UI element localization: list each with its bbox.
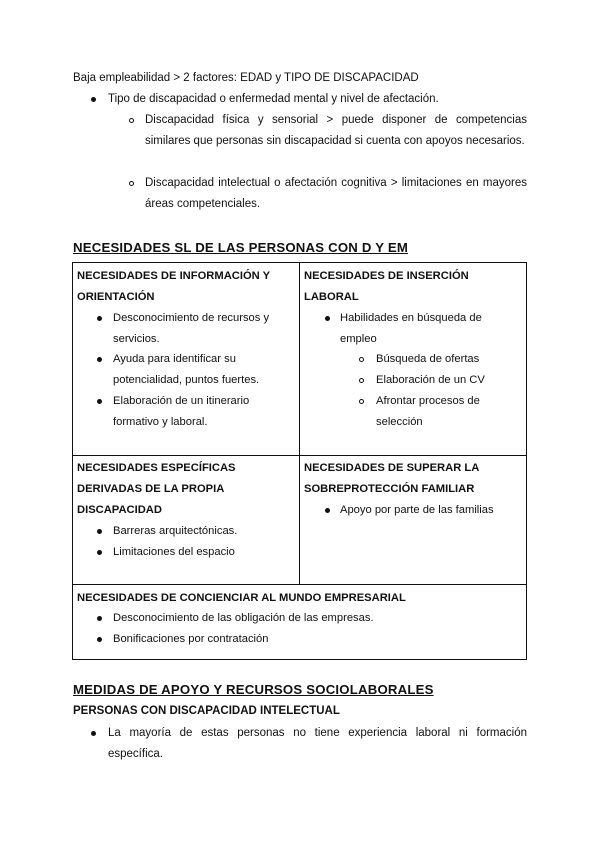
cell-insertion-title: NECESIDADES DE INSERCIÓN LABORAL (304, 270, 469, 303)
bullet-icon (97, 316, 102, 321)
cell-business-item: Bonificaciones por contratación (113, 633, 269, 645)
cell-business-item: Desconocimiento de las obligación de las empresas. (113, 612, 374, 624)
hollow-bullet-icon (129, 181, 134, 186)
bullet-icon (97, 637, 102, 642)
bullet-icon (97, 550, 102, 555)
cell-overprotection-title: NECESIDADES DE SUPERAR LA SOBREPROTECCIÓN FAMILIAR (304, 462, 479, 495)
bullet-icon (97, 529, 102, 534)
hollow-bullet-icon (129, 118, 134, 123)
bullet-icon (325, 316, 330, 321)
cell-insertion-subitem: Búsqueda de ofertas (376, 353, 480, 365)
section2-bullet: La mayoría de estas personas no tiene experiencia laboral ni formación específica. (108, 727, 527, 760)
hollow-bullet-icon (359, 378, 364, 383)
cell-info-title: NECESIDADES DE INFORMACIÓN Y ORIENTACIÓN (77, 270, 270, 303)
bullet-icon (97, 357, 102, 362)
bullet-icon (91, 731, 96, 736)
section-heading-needs: NECESIDADES SL DE LAS PERSONAS CON D Y EM (73, 240, 409, 255)
cell-insertion-subitem: Afrontar procesos de selección (376, 395, 480, 428)
cell-insertion-subitem: Elaboración de un CV (376, 374, 485, 386)
hollow-bullet-icon (359, 399, 364, 404)
cell-specific-item: Barreras arquitectónicas. (113, 525, 238, 537)
bullet-icon (97, 616, 102, 621)
cell-business-title: NECESIDADES DE CONCIENCIAR AL MUNDO EMPRESARIAL (77, 592, 406, 604)
bullet-icon (97, 399, 102, 404)
bullet-icon (91, 97, 96, 102)
bullet-icon (325, 508, 330, 513)
cell-overprotection-item: Apoyo por parte de las familias (340, 504, 494, 516)
intro-line: Baja empleabilidad > 2 factores: EDAD y TIPO DE DISCAPACIDAD (73, 72, 419, 84)
cell-info-item: Ayuda para identificar su potencialidad, puntos fuertes. (113, 353, 260, 386)
cell-info-item: Desconocimiento de recursos y servicios. (113, 312, 270, 345)
hollow-bullet-icon (359, 357, 364, 362)
section-heading-measures: MEDIDAS DE APOYO Y RECURSOS SOCIOLABORALES (73, 682, 434, 697)
intro-bullet: Tipo de discapacidad o enfermedad mental y nivel de afectación. (108, 93, 439, 105)
intro-subitem-intellectual: Discapacidad intelectual o afectación cognitiva > limitaciones en mayores áreas competenciales. (145, 177, 527, 210)
cell-specific-item: Limitaciones del espacio (113, 546, 235, 558)
cell-info-item: Elaboración de un itinerario formativo y laboral. (113, 395, 250, 428)
cell-specific-title: NECESIDADES ESPECÍFICAS DERIVADAS DE LA PROPIA DISCAPACIDAD (77, 462, 236, 516)
intro-subitem-physical: Discapacidad física y sensorial > puede disponer de competencias similares que personas sin discapacidad si cuenta con apoyos necesarios. (145, 114, 527, 147)
cell-insertion-item: Habilidades en búsqueda de empleo (340, 312, 482, 345)
subheading-intellectual: PERSONAS CON DISCAPACIDAD INTELECTUAL (73, 705, 340, 717)
